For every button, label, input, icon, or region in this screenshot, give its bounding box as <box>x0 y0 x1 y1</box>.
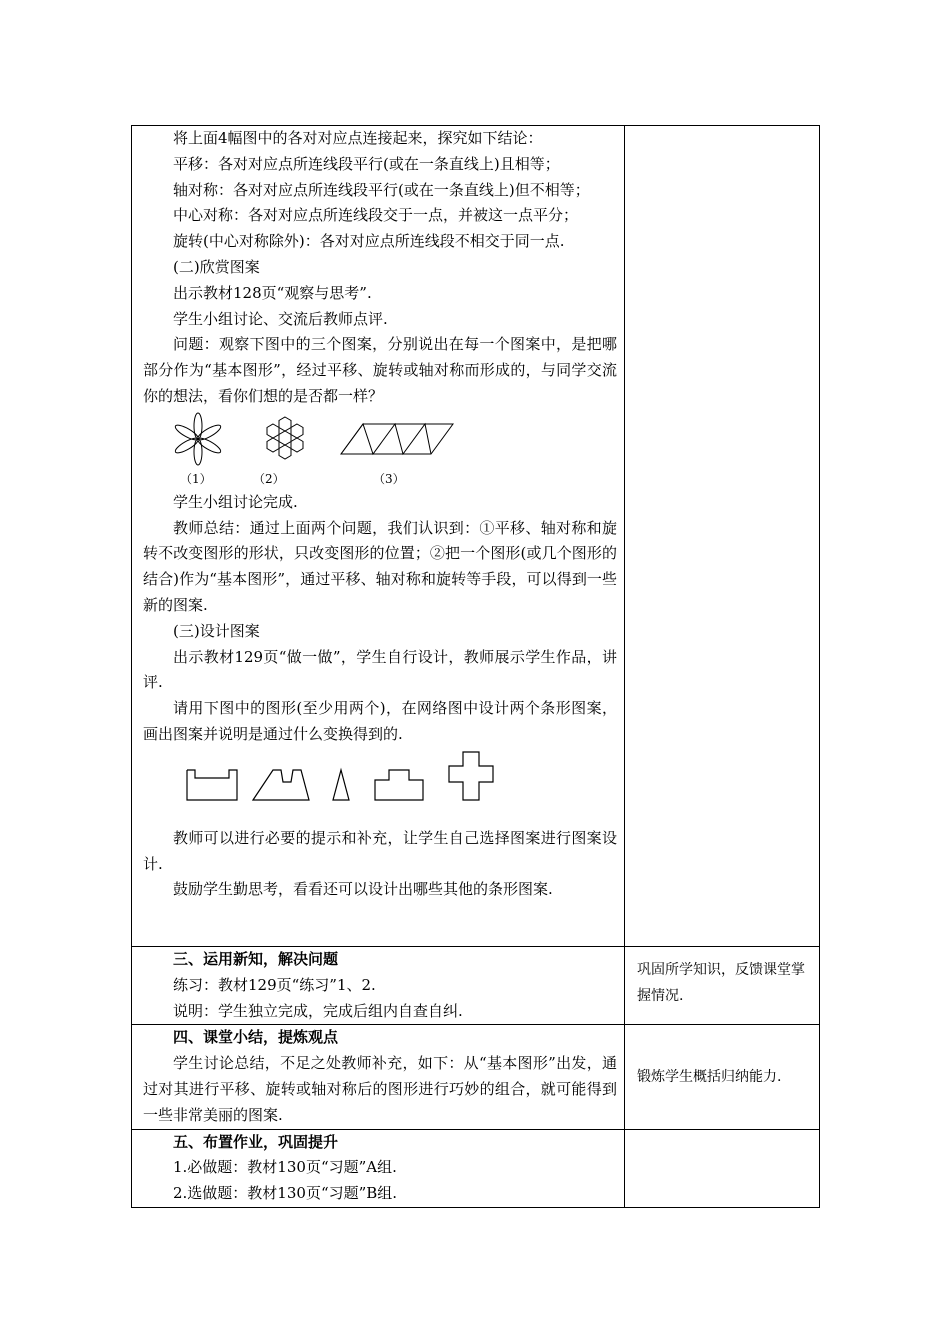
lesson-plan-table <box>131 125 820 1208</box>
figure-caption: （2） <box>253 471 285 486</box>
section-4-cell <box>132 1025 625 1129</box>
flower-pattern-figure <box>173 413 222 465</box>
pattern-figures <box>173 410 617 468</box>
subsection-title: (二)欣赏图案 <box>173 257 260 276</box>
cross-shape-figure <box>449 752 493 800</box>
paragraph: 请用下图中的图形(至少用两个)，在网络图中设计两个条形图案，画出图案并说明是通过什么变换得到的. <box>143 699 617 743</box>
paragraph: 学生小组讨论、交流后教师点评. <box>173 309 388 328</box>
figure-caption: （3） <box>373 471 405 486</box>
design-intent-note: 巩固所学知识，反馈课堂掌握情况. <box>637 962 805 1004</box>
basic-shapes-svg <box>173 748 513 826</box>
paragraph: 练习：教材129页“练习”1、2. <box>173 975 376 994</box>
right-triangle-figure <box>333 770 349 800</box>
paragraph: 学生讨论总结，不足之处教师补充，如下：从“基本图形”出发，通过对其进行平移、旋转或轴对称后的图形进行巧妙的组合，就可能得到一些非常美丽的图案. <box>143 1054 617 1124</box>
paragraph: 出示教材128页“观察与思考”. <box>173 283 372 302</box>
section-3-note-cell <box>625 947 820 1025</box>
paragraph: 轴对称：各对对应点所连线段平行(或在一条直线上)但不相等； <box>173 180 590 199</box>
section-title: 五、布置作业，巩固提升 <box>173 1132 339 1151</box>
section-title: 三、运用新知，解决问题 <box>173 950 339 968</box>
basic-shapes-figure <box>173 748 617 826</box>
figure-caption: （1） <box>180 471 212 486</box>
paragraph: 学生小组讨论完成. <box>173 492 298 511</box>
paragraph: 鼓励学生勤思考，看看还可以设计出哪些其他的条形图案. <box>173 880 553 899</box>
paragraph: 教师总结：通过上面两个问题，我们认识到：①平移、轴对称和旋转不改变图形的形状，只改变图形的位置；②把一个图形(或几个图形的结合)作为“基本图形”，通过平移、轴对称和旋转等手段，可以得到一些新的图案. <box>143 518 617 614</box>
table-row <box>132 1025 820 1129</box>
section-4-note-cell <box>625 1025 820 1129</box>
pattern-figures-svg <box>173 410 473 468</box>
section-title: 四、课堂小结，提炼观点 <box>173 1028 339 1047</box>
paragraph: 1.必做题：教材130页“习题”A组. <box>173 1158 397 1177</box>
design-intent-note: 锻炼学生概括归纳能力. <box>637 1068 782 1085</box>
lesson-content-cell <box>132 126 625 947</box>
hexagon-pattern-figure <box>267 417 303 459</box>
paragraph: 中心对称：各对对应点所连线段交于一点，并被这一点平分； <box>173 206 579 225</box>
trapezoid-notch-figure <box>253 770 309 800</box>
table-row <box>132 126 820 947</box>
subsection-title: (三)设计图案 <box>173 621 260 640</box>
paragraph: 2.选做题：教材130页“习题”B组. <box>173 1184 398 1203</box>
paragraph: 教师可以进行必要的提示和补充，让学生自己选择图案进行图案设计. <box>143 828 617 873</box>
section-5-cell <box>132 1129 625 1207</box>
design-intent-cell <box>625 126 820 947</box>
paragraph: 说明：学生独立完成，完成后组内自查自纠. <box>173 1001 463 1020</box>
paragraph: 出示教材129页“做一做”，学生自行设计，教师展示学生作品，讲评. <box>143 647 617 692</box>
step-shape-figure <box>375 770 423 800</box>
paragraph: 平移：各对对应点所连线段平行(或在一条直线上)且相等； <box>173 154 560 173</box>
paragraph: 将上面4幅图中的各对对应点连接起来，探究如下结论： <box>173 129 543 147</box>
section-5-note-cell <box>625 1129 820 1207</box>
figure-captions <box>173 468 617 490</box>
paragraph: 旋转(中心对称除外)：各对对应点所连线段不相交于同一点. <box>173 232 565 251</box>
u-shape-figure <box>187 770 237 800</box>
triangle-strip-figure <box>341 424 453 454</box>
table-row <box>132 947 820 1025</box>
section-3-cell <box>132 947 625 1025</box>
table-row <box>132 1129 820 1207</box>
paragraph: 问题：观察下图中的三个图案，分别说出在每一个图案中，是把哪部分作为“基本图形”，经过平移、旋转或轴对称而形成的，与同学交流你的想法，看你们想的是否都一样？ <box>143 335 617 405</box>
